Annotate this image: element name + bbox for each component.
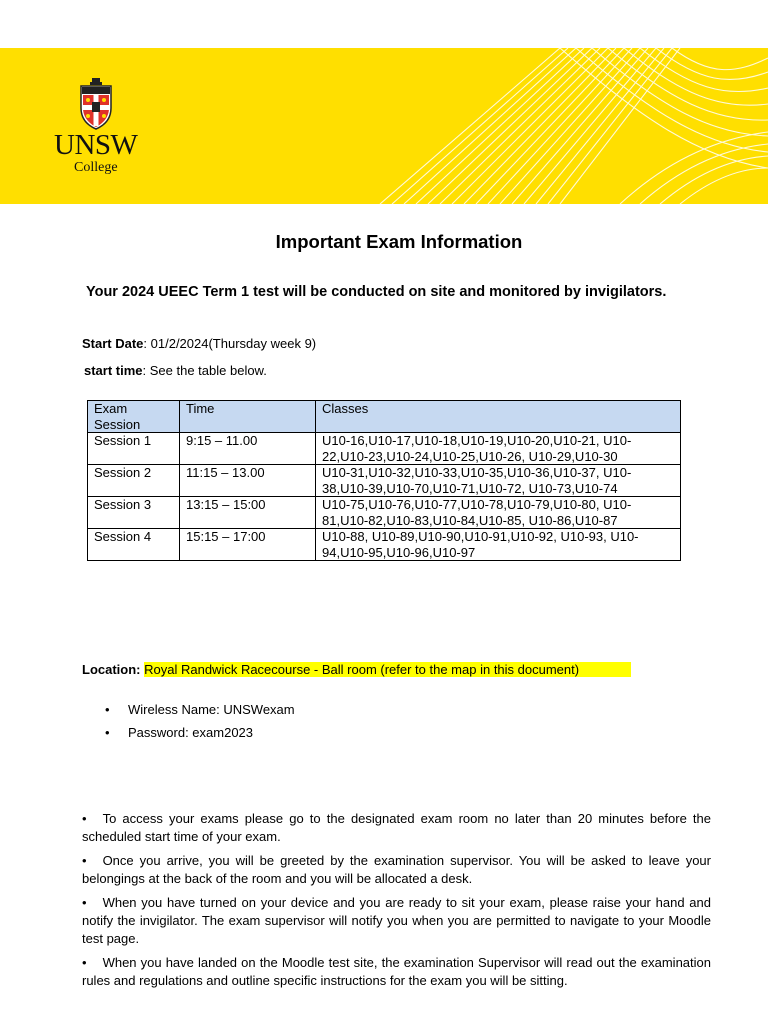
bullet-icon: • [82,894,87,910]
start-date-line [82,336,316,351]
unsw-college-logo [54,78,144,188]
logo-wordmark: UNSW [54,129,138,161]
table-row [88,497,681,529]
rule-text: When you have turned on your device and you are ready to sit your exam, please raise your hand and notify the invigilator. The exam supervisor will notify you when you are permitted to navigate to your Moodle test page. [82,894,711,947]
table-row [88,433,681,465]
page-title: Important Exam Information [275,231,523,252]
bullet-icon: • [82,811,87,826]
rule-paragraph [82,894,711,949]
header-classes: Classes [316,401,681,433]
location-label: Location: [82,662,141,677]
session-cell: Session 4 [88,529,180,561]
rule-text: When you have landed on the Moodle test site, the examination Supervisor will read out the examination rules and regulations and outline specific instructions for the exam you will be sitting. [82,954,711,989]
logo-subtitle: College [74,160,118,175]
rule-paragraph [82,852,711,889]
rule-paragraph [82,810,711,847]
table-row [88,529,681,561]
session-cell: Session 1 [88,433,180,465]
time-cell: 15:15 – 17:00 [180,529,316,561]
classes-cell: U10-31,U10-32,U10-33,U10-35,U10-36,U10-37, U10-38,U10-39,U10-70,U10-71,U10-72, U10-73,U10-74 [316,465,681,497]
exam-schedule-table [87,400,681,561]
start-time-label: start time [84,363,143,378]
start-time-line [84,363,267,378]
rule-text: Once you arrive, you will be greeted by the examination supervisor. You will be asked to leave your belongings at the back of the room and you will be allocated a desk. [82,852,711,887]
table-header-row [88,401,681,433]
bullet-icon: • [82,852,87,868]
time-cell: 9:15 – 11.00 [180,433,316,465]
wifi-password-item: • Password: exam2023 [105,725,295,741]
start-time-value: : See the table below. [142,363,267,378]
header-banner [0,48,768,204]
crest-icon [79,78,113,130]
rule-text: To access your exams please go to the designated exam room no later than 20 minutes before the scheduled start time of your exam. [82,811,711,845]
classes-cell: U10-88, U10-89,U10-90,U10-91,U10-92, U10-93, U10-94,U10-95,U10-96,U10-97 [316,529,681,561]
header-time: Time [180,401,316,433]
wifi-name-item: • Wireless Name: UNSWexam [105,702,295,718]
start-date-value: : 01/2/2024(Thursday week 9) [143,336,317,351]
session-cell: Session 2 [88,465,180,497]
start-date-label: Start Date [82,336,144,351]
classes-cell: U10-75,U10-76,U10-77,U10-78,U10-79,U10-80, U10-81,U10-82,U10-83,U10-84,U10-85, U10-86,U10-87 [316,497,681,529]
bullet-icon: • [82,954,87,970]
time-cell: 11:15 – 13.00 [180,465,316,497]
location-line [82,662,631,677]
classes-cell: U10-16,U10-17,U10-18,U10-19,U10-20,U10-21, U10-22,U10-23,U10-24,U10-25,U10-26, U10-29,U10-30 [316,433,681,465]
header-exam-session: Exam Session [88,401,180,433]
wifi-details [105,702,295,748]
location-value-highlighted: Royal Randwick Racecourse - Ball room (refer to the map in this document) [144,662,631,677]
time-cell: 13:15 – 15:00 [180,497,316,529]
intro-statement: Your 2024 UEEC Term 1 test will be conducted on site and monitored by invigilators. [86,284,667,300]
exam-rules [82,810,711,996]
session-cell: Session 3 [88,497,180,529]
rule-paragraph [82,954,711,991]
table-row [88,465,681,497]
